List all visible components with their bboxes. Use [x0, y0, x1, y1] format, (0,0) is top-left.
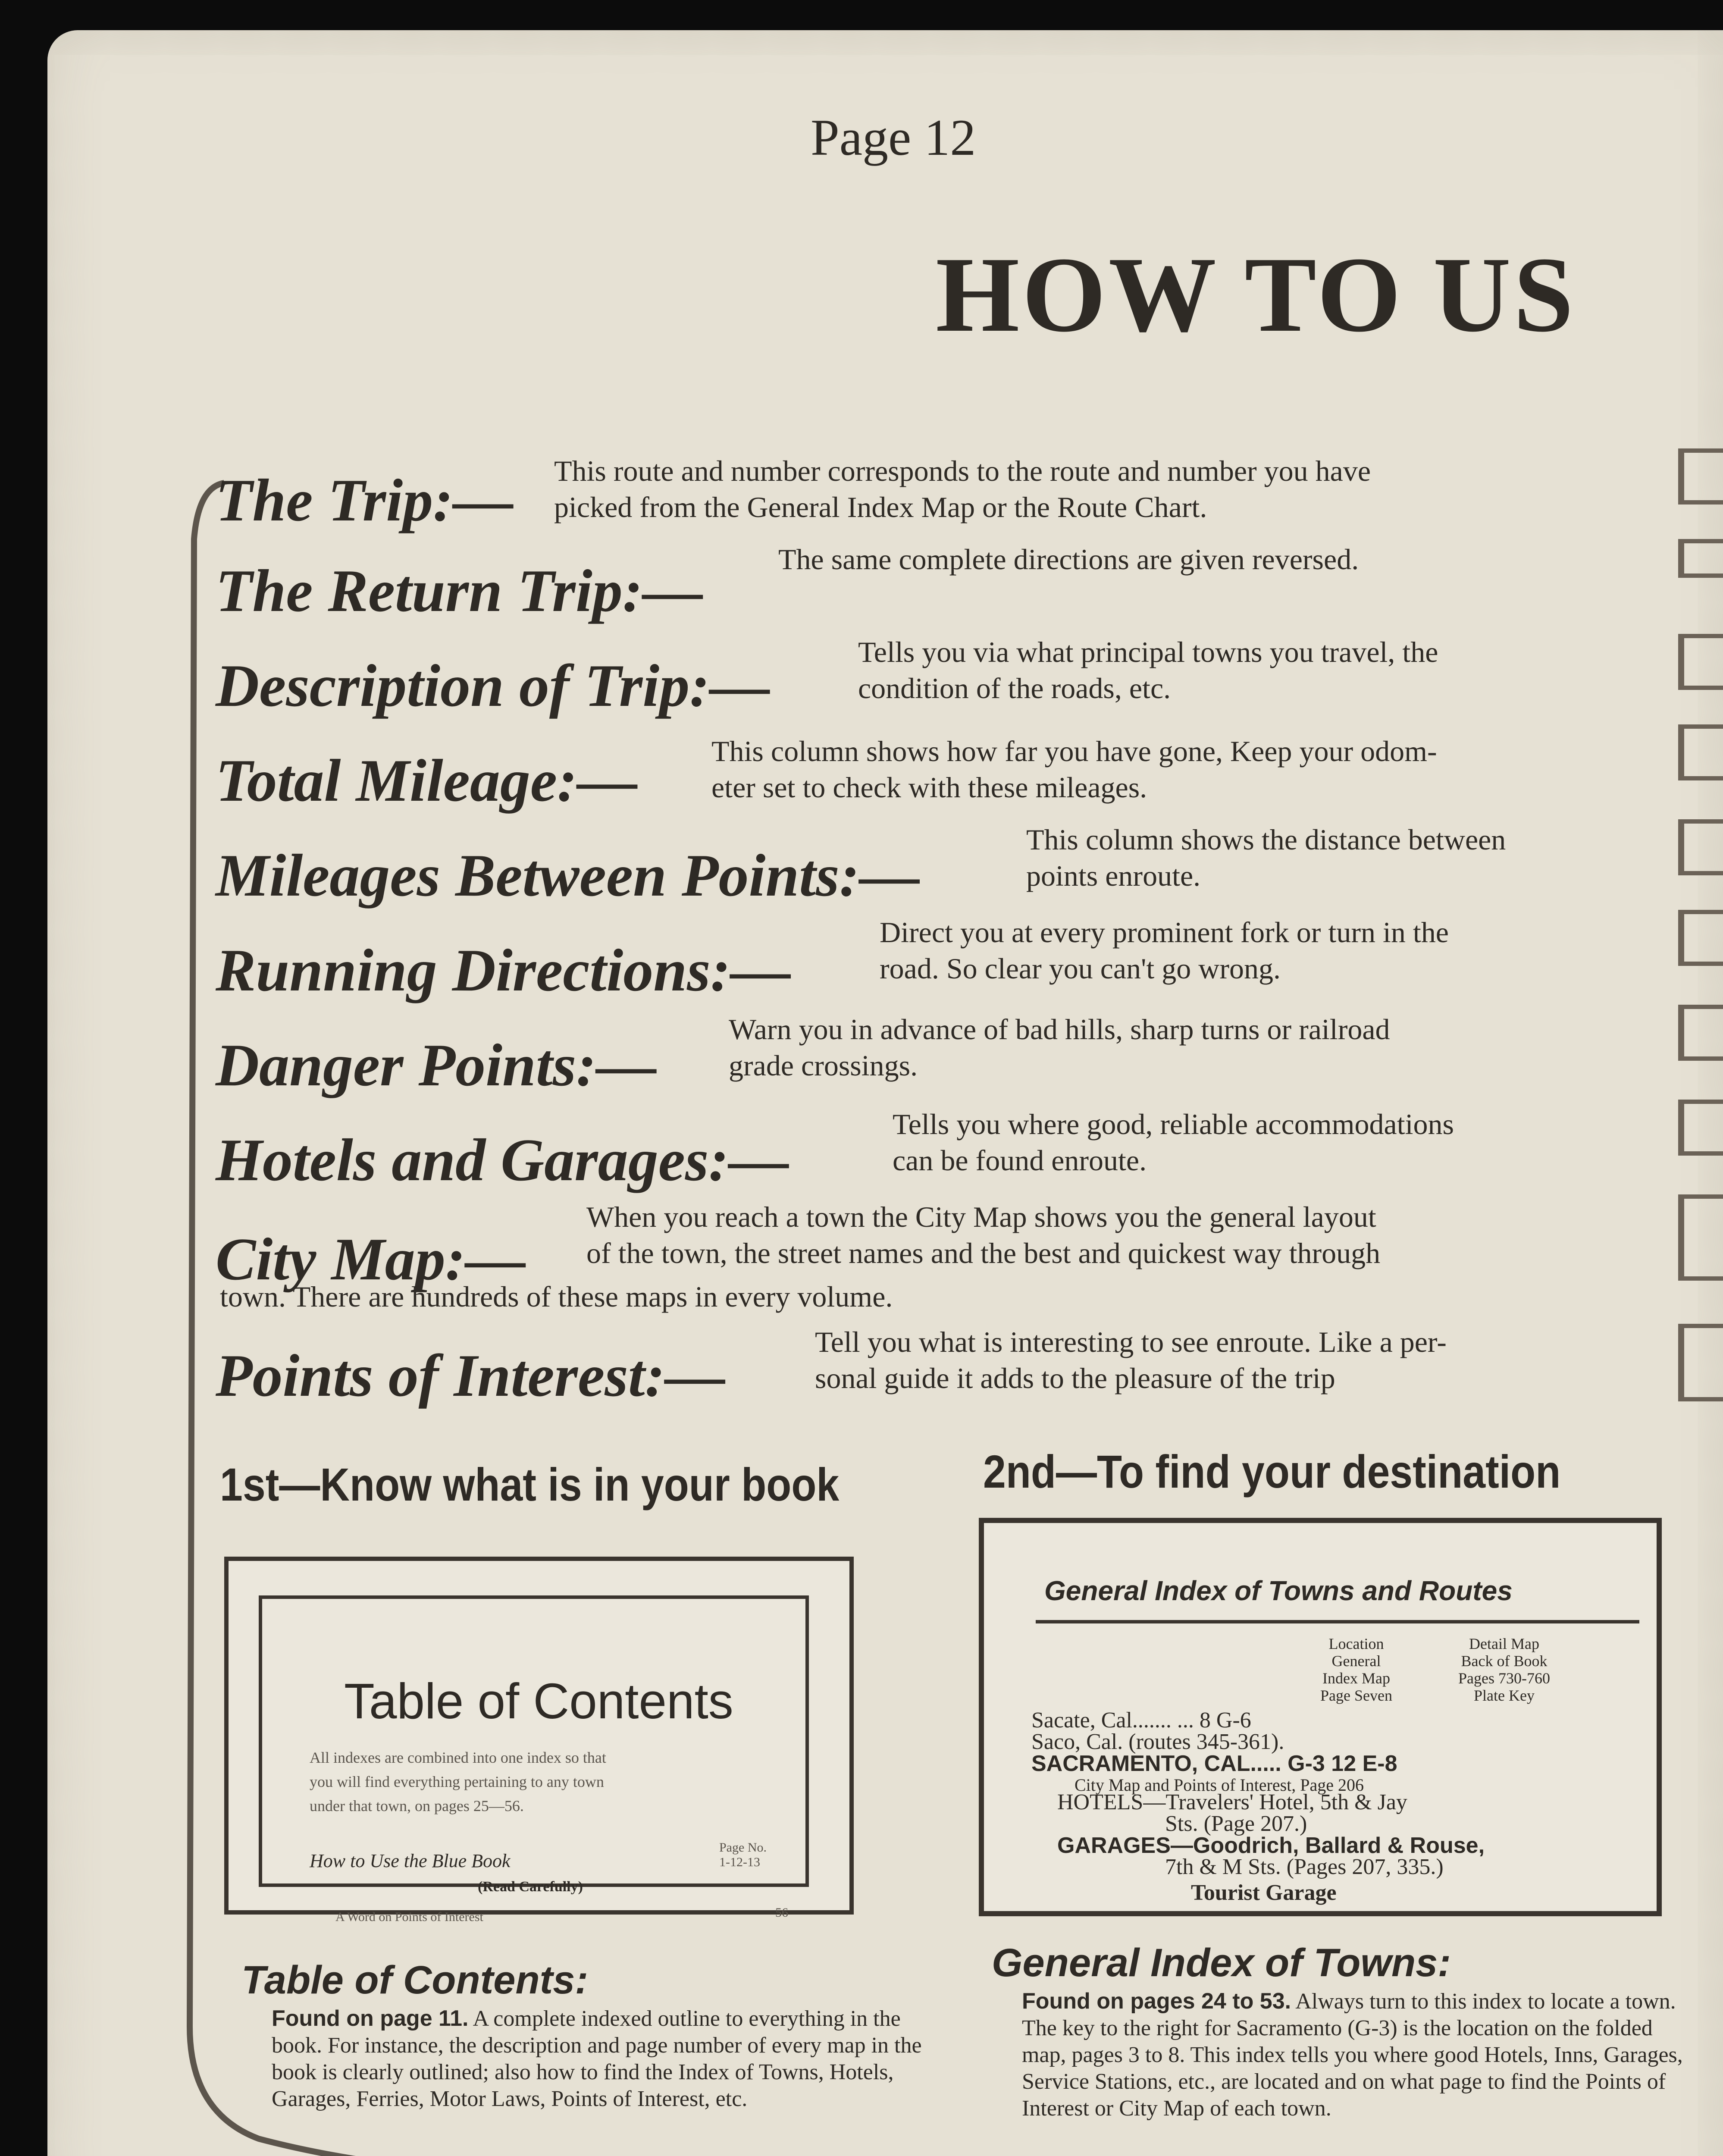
section-heading-second: 2nd—To find your destination — [983, 1445, 1561, 1498]
index-illustration — [979, 1518, 1662, 1916]
bracket-mark — [1678, 539, 1723, 578]
bracket-mark — [1678, 448, 1723, 505]
index-caption: General Index of Towns: — [992, 1941, 1451, 1985]
bracket-mark — [1678, 819, 1723, 875]
legend-term: Danger Points:— — [216, 1032, 657, 1099]
legend-term: The Trip:— — [216, 467, 514, 534]
page-title: HOW TO US — [936, 235, 1576, 354]
index-line: Tourist Garage — [1191, 1880, 1337, 1905]
legend-desc: Warn you in advance of bad hills, sharp turns or railroad grade crossings. — [729, 1013, 1390, 1082]
legend-desc: This route and number corresponds to the route and number you have picked from the General Index Map or the Route Chart. — [554, 454, 1371, 523]
legend-desc: The same complete directions are given reversed. — [778, 543, 1359, 576]
legend-desc: When you reach a town the City Map shows you the general layout of the town, the street names and the best and quickest way through — [586, 1200, 1381, 1269]
index-line: Sts. (Page 207.) — [1165, 1811, 1307, 1836]
bracket-mark — [1678, 1194, 1723, 1281]
toc-caption: Table of Contents: — [241, 1958, 589, 2002]
index-line: Sacate, Cal....... ... 8 G-6 — [1031, 1708, 1251, 1733]
toc-description: Found on page 11. A complete indexed outline to everything in the book. For instance, the description and page number of every map in the book is clearly outlined; also how to find the Index of Towns, Hotels, Garages, Ferries, Motor Laws, Points of Interest, etc. — [272, 2006, 922, 2111]
index-col-heads: Location General Index Map Page Seven — [1320, 1635, 1392, 1704]
toc-row-2: A Word on Points of Interest — [335, 1910, 483, 1924]
legend-desc-continued: town. There are hundreds of these maps in every volume. — [220, 1280, 893, 1313]
toc-inner-frame — [259, 1595, 809, 1924]
index-line: HOTELS—Travelers' Hotel, 5th & Jay — [1057, 1790, 1407, 1814]
toc-row-1-note: (Read Carefully) — [478, 1879, 583, 1895]
index-line: 7th & M Sts. (Pages 207, 335.) — [1165, 1855, 1444, 1879]
index-description: Found on pages 24 to 53. Always turn to this index to locate a town. The key to the right for Sacramento (G-3) is the location on the folded map, pages 3 to 8. This index tells you where good Hotels, Inns, Garages, Service Stations, etc., are located and on what page to find the Points of Interest or City Map of each town. — [1022, 1989, 1683, 2121]
page-number: Page 12 — [811, 109, 976, 166]
index-rule — [1036, 1620, 1639, 1623]
toc-row-1: How to Use the Blue Book — [310, 1850, 511, 1871]
index-title: General Index of Towns and Routes — [1044, 1575, 1513, 1606]
legend-desc: Tell you what is interesting to see enroute. Like a per- sonal guide it adds to the pleasure of the trip — [815, 1326, 1447, 1395]
legend-term: The Return Trip:— — [216, 558, 703, 624]
toc-illustration — [224, 1557, 854, 1924]
legend-desc: Tells you where good, reliable accommodations can be found enroute. — [893, 1108, 1454, 1177]
legend-term: City Map:— — [216, 1226, 526, 1293]
bracket-mark — [1678, 1100, 1723, 1156]
bracket-mark — [1678, 910, 1723, 966]
legend-desc: Tells you via what principal towns you travel, the condition of the roads, etc. — [858, 636, 1438, 705]
bracket-mark — [1678, 1005, 1723, 1061]
index-line: City Map and Points of Interest, Page 206 — [1075, 1775, 1364, 1795]
index-col-heads-2: Detail Map Back of Book Pages 730-760 Plate Key — [1458, 1635, 1550, 1704]
legend-term: Total Mileage:— — [216, 747, 638, 814]
legend-desc: Direct you at every prominent fork or turn in the road. So clear you can't go wrong. — [880, 916, 1449, 985]
legend-term: Description of Trip:— — [216, 652, 770, 719]
legend-desc: This column shows how far you have gone, Keep your odom- eter set to check with these mileages. — [711, 735, 1437, 804]
legend-term: Hotels and Garages:— — [216, 1127, 789, 1194]
index-line: SACRAMENTO, CAL..... G-3 12 E-8 — [1031, 1751, 1397, 1776]
legend-term: Running Directions:— — [216, 937, 791, 1004]
bracket-mark — [1678, 634, 1723, 690]
index-line: GARAGES—Goodrich, Ballard & Rouse, — [1057, 1833, 1485, 1858]
bracket-mark — [1678, 1324, 1723, 1401]
legend-term: Points of Interest:— — [216, 1342, 726, 1409]
toc-intro: All indexes are combined into one index so that you will find everything pertaining to any town under that town, on pages 25—56. — [310, 1749, 606, 1814]
section-heading-first: 1st—Know what is in your book — [220, 1458, 840, 1510]
index-line: Saco, Cal. (routes 345-361). — [1031, 1730, 1284, 1754]
toc-row-2-page: 56 — [775, 1905, 788, 1920]
toc-row-1-page: Page No. 1-12-13 — [719, 1840, 767, 1869]
legend-desc: This column shows the distance between points enroute. — [1026, 823, 1506, 892]
bracket-mark — [1678, 724, 1723, 780]
legend-term: Mileages Between Points:— — [216, 842, 920, 909]
toc-title: Table of Contents — [344, 1673, 733, 1729]
